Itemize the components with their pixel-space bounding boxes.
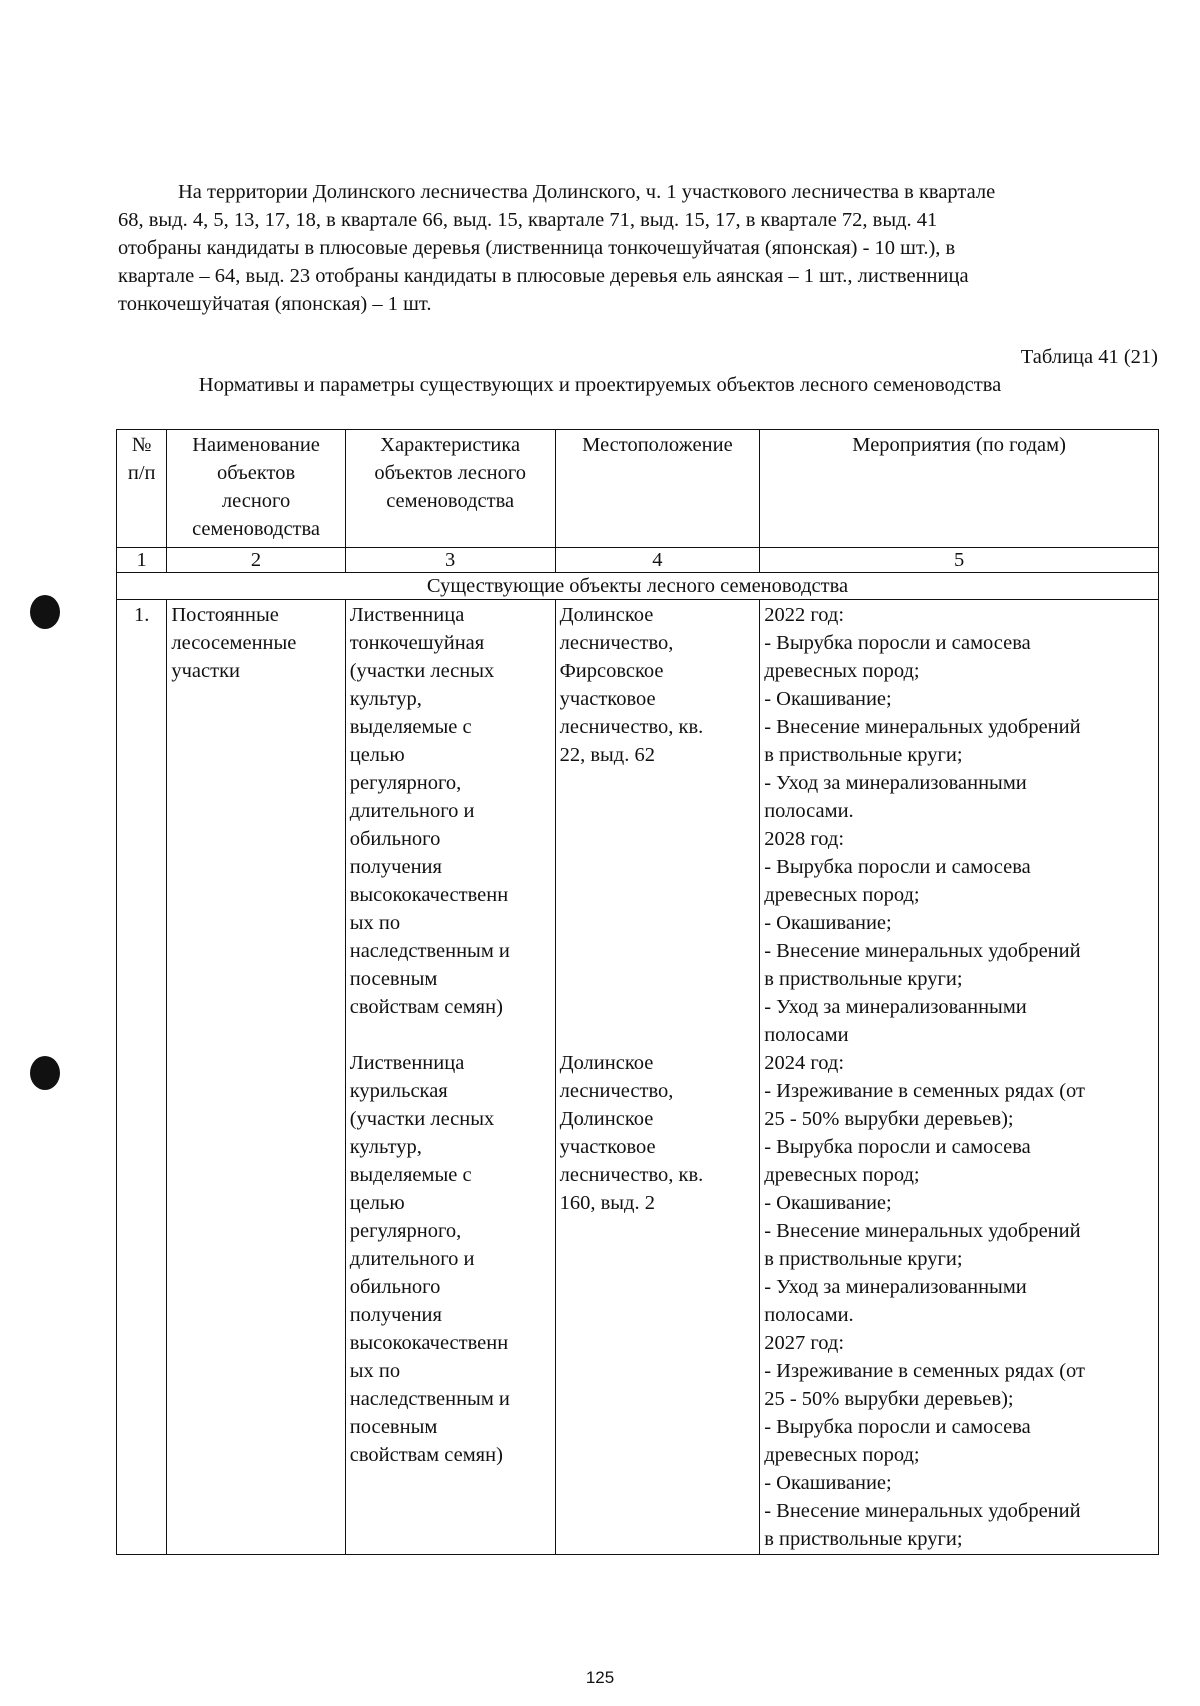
header-number: № п/п <box>117 430 167 548</box>
cell-text-line: в приствольные круги; <box>764 1248 963 1270</box>
cell-text-line: - Внесение минеральных удобрений <box>764 1220 1081 1242</box>
cell-text-line: наследственным и <box>349 1388 510 1410</box>
cell-text-line: в приствольные круги; <box>764 1528 963 1550</box>
cell-text-line: древесных пород; <box>764 884 920 906</box>
cell-text-line: Лиственница <box>349 604 465 626</box>
table-title: Нормативы и параметры существующих и проектируемых объектов лесного семеноводства <box>198 374 1002 396</box>
column-number: 2 <box>167 548 345 573</box>
column-number: 5 <box>760 548 1159 573</box>
cell-text-line: - Вырубка поросли и самосева <box>764 1416 1031 1438</box>
cell-text-line: - Внесение минеральных удобрений <box>764 716 1081 738</box>
cell-text-line: - Вырубка поросли и самосева <box>764 632 1031 654</box>
cell-text-line: - Уход за минерализованными <box>764 996 1027 1018</box>
cell-spacer <box>560 909 756 937</box>
cell-text-line: лесничество, <box>559 632 674 654</box>
cell-text-line: 25 - 50% вырубки деревьев); <box>764 1388 1014 1410</box>
cell-text-line: 160, выд. 2 <box>559 1192 655 1214</box>
punch-hole-mark <box>30 1056 60 1090</box>
cell-text-line: обильного <box>349 1276 441 1298</box>
cell-text-line: - Вырубка поросли и самосева <box>764 856 1031 878</box>
object-name-cell <box>167 600 345 1555</box>
cell-text-line: обильного <box>349 828 441 850</box>
table-row <box>117 600 1159 1555</box>
cell-text-line: 2028 год: <box>764 828 845 850</box>
cell-text-line: - Изреживание в семенных рядах (от <box>764 1080 1085 1102</box>
cell-text-line: длительного и <box>349 800 475 822</box>
header-object-name: Наименование объектов лесного семеноводства <box>167 430 345 548</box>
page-number: 125 <box>585 1668 615 1687</box>
cell-spacer <box>560 1021 756 1049</box>
cell-text-line: в приствольные круги; <box>764 744 963 766</box>
cell-text-line: регулярного, <box>349 1220 462 1242</box>
cell-text-line: 2022 год: <box>764 604 845 626</box>
cell-text-line: полосами. <box>764 800 854 822</box>
cell-text-line: - Окашивание; <box>764 912 892 934</box>
cell-text-line: в приствольные круги; <box>764 968 963 990</box>
header-activities: Мероприятия (по годам) <box>760 430 1159 548</box>
cell-text-line: выделяемые с <box>349 1164 472 1186</box>
cell-text-line: посевным <box>349 968 438 990</box>
cell-text-line: лесничество, кв. <box>559 716 704 738</box>
header-characteristics: Характеристика объектов лесного семеноводства <box>345 430 555 548</box>
characteristics-cell <box>345 600 555 1555</box>
cell-text-line: лесосеменные <box>171 632 297 654</box>
cell-text-line: (участки лесных <box>349 1108 495 1130</box>
cell-text-line: ых по <box>349 1360 401 1382</box>
cell-text-line: полосами. <box>764 1304 854 1326</box>
cell-text-line: - Окашивание; <box>764 1472 892 1494</box>
cell-text-line: участковое <box>559 688 656 710</box>
cell-text-line: культур, <box>349 688 422 710</box>
section-title: Существующие объекты лесного семеноводства <box>117 573 1159 600</box>
cell-text-line: 2027 год: <box>764 1332 845 1354</box>
cell-text-line: получения <box>349 1304 442 1326</box>
cell-text-line: регулярного, <box>349 772 462 794</box>
cell-text-line: Долинское <box>559 1052 654 1074</box>
cell-text-line: Фирсовское <box>559 660 664 682</box>
cell-spacer <box>560 993 756 1021</box>
cell-text-line: Долинское <box>559 1108 654 1130</box>
cell-text-line: наследственным и <box>349 940 510 962</box>
location-cell <box>555 600 760 1555</box>
cell-text-line: культур, <box>349 1136 422 1158</box>
cell-text-line: участковое <box>559 1136 656 1158</box>
cell-text-line: посевным <box>349 1416 438 1438</box>
section-row <box>117 573 1159 600</box>
cell-text-line: древесных пород; <box>764 1164 920 1186</box>
cell-spacer <box>560 881 756 909</box>
table-header-row <box>117 430 1159 548</box>
cell-text-line: - Окашивание; <box>764 1192 892 1214</box>
intro-line: квартале – 64, выд. 23 отобраны кандидаты в плюсовые деревья ель аянская – 1 шт., лиственница <box>118 265 969 287</box>
cell-text-line: получения <box>349 856 442 878</box>
cell-text-line: тонкочешуйная <box>349 632 485 654</box>
intro-line: На территории Долинского лесничества Долинского, ч. 1 участкового лесничества в квартале <box>178 181 996 203</box>
cell-text-line: полосами <box>764 1024 849 1046</box>
column-number: 3 <box>345 548 555 573</box>
cell-text-line: длительного и <box>349 1248 475 1270</box>
cell-spacer <box>560 853 756 881</box>
cell-text-line: 25 - 50% вырубки деревьев); <box>764 1108 1014 1130</box>
seed-objects-table <box>116 429 1159 1555</box>
cell-text-line: - Внесение минеральных удобрений <box>764 940 1081 962</box>
cell-spacer <box>350 1021 551 1049</box>
cell-text-line: Лиственница <box>349 1052 465 1074</box>
intro-line: 68, выд. 4, 5, 13, 17, 18, в квартале 66, выд. 15, квартале 71, выд. 15, 17, в квартале 72, выд. 41 <box>118 209 938 231</box>
cell-text-line: Постоянные <box>171 604 279 626</box>
cell-text-line: ых по <box>349 912 401 934</box>
cell-text-line: - Вырубка поросли и самосева <box>764 1136 1031 1158</box>
cell-text-line: высококачественн <box>349 1332 509 1354</box>
cell-text-line: лесничество, <box>559 1080 674 1102</box>
cell-text-line: (участки лесных <box>349 660 495 682</box>
cell-text-line: - Уход за минерализованными <box>764 772 1027 794</box>
cell-text-line: - Внесение минеральных удобрений <box>764 1500 1081 1522</box>
cell-text-line: выделяемые с <box>349 716 472 738</box>
cell-text-line: 2024 год: <box>764 1052 845 1074</box>
cell-text-line: лесничество, кв. <box>559 1164 704 1186</box>
column-number-row <box>117 548 1159 573</box>
cell-text-line: древесных пород; <box>764 660 920 682</box>
cell-text-line: 22, выд. 62 <box>559 744 655 766</box>
cell-spacer <box>560 797 756 825</box>
cell-text-line: целью <box>349 1192 405 1214</box>
column-number: 4 <box>555 548 760 573</box>
cell-text-line: - Изреживание в семенных рядах (от <box>764 1360 1085 1382</box>
header-location: Местоположение <box>555 430 760 548</box>
intro-paragraph <box>118 178 1158 318</box>
cell-text-line: - Окашивание; <box>764 688 892 710</box>
cell-spacer <box>560 769 756 797</box>
cell-spacer <box>560 965 756 993</box>
punch-hole-mark <box>30 595 60 629</box>
cell-text-line: целью <box>349 744 405 766</box>
activities-cell <box>760 600 1159 1555</box>
cell-text-line: высококачественн <box>349 884 509 906</box>
intro-line: отобраны кандидаты в плюсовые деревья (лиственница тонкочешуйчатая (японская) - 10 шт.), в <box>118 237 956 259</box>
column-number: 1 <box>117 548 167 573</box>
cell-text-line: свойствам семян) <box>349 996 503 1018</box>
intro-line: тонкочешуйчатая (японская) – 1 шт. <box>118 293 432 315</box>
cell-text-line: курильская <box>349 1080 448 1102</box>
cell-text-line: участки <box>171 660 241 682</box>
cell-text-line: древесных пород; <box>764 1444 920 1466</box>
table-caption: Таблица 41 (21) <box>1020 346 1158 368</box>
cell-spacer <box>560 937 756 965</box>
cell-text-line: - Уход за минерализованными <box>764 1276 1027 1298</box>
cell-text-line: свойствам семян) <box>349 1444 503 1466</box>
row-number: 1. <box>117 600 167 1555</box>
cell-spacer <box>560 825 756 853</box>
cell-text-line: Долинское <box>559 604 654 626</box>
